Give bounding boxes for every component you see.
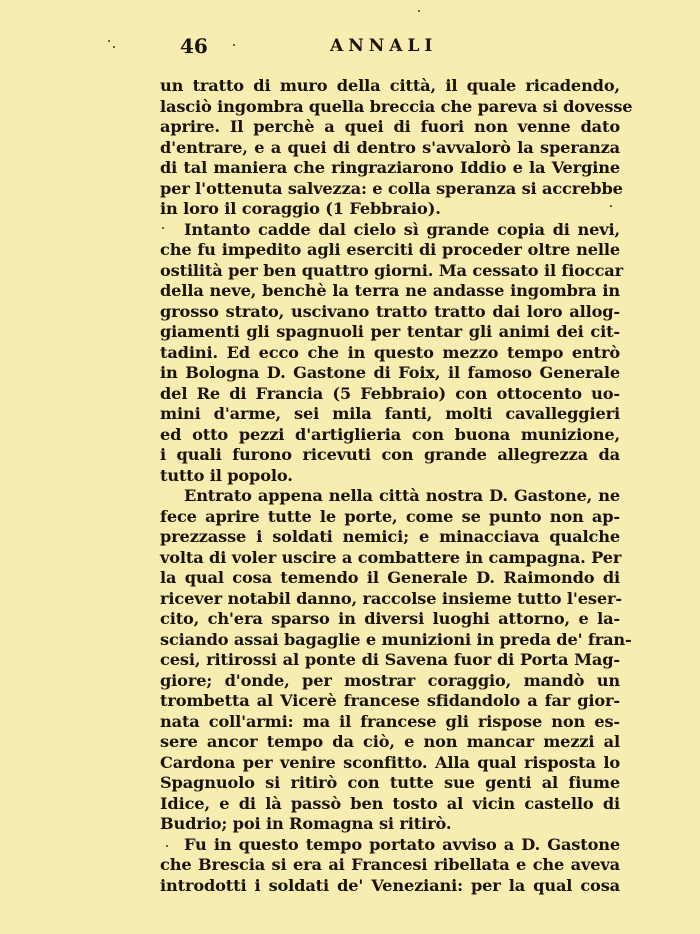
text-line: giore; d'onde, per mostrar coraggio, mandò un (160, 670, 620, 690)
scan-speck (610, 205, 612, 207)
body-text (160, 76, 633, 896)
text-line: aprire. Il perchè a quei di fuori non venne dato (160, 117, 620, 136)
text-line: giamenti gli spagnuoli per tentar gli animi dei cit- (160, 322, 620, 341)
text-line: Budrio; poi in Romagna si ritirò. (160, 814, 452, 833)
text-line: sere ancor tempo da ciò, e non mancar mezzi al (160, 732, 620, 751)
scan-speck (113, 46, 115, 48)
text-line: d'entrare, e a quei di dentro s'avvalorò la speranza (160, 137, 620, 157)
scan-speck (166, 845, 168, 847)
text-line: un tratto di muro della città, il quale ricadendo, (160, 76, 620, 95)
text-line: Idice, e di là passò ben tosto al vicin castello di (160, 793, 620, 813)
text-line: volta di voler uscire a combattere in campagna. Per (160, 547, 622, 567)
text-line: tadini. Ed ecco che in questo mezzo tempo entrò (160, 342, 620, 362)
text-line: i quali furono ricevuti con grande allegrezza da (160, 445, 620, 464)
text-line: grosso strato, uscivano tratto tratto dai loro allog- (160, 301, 620, 321)
scan-speck (418, 10, 420, 12)
text-line: per l'ottenuta salvezza: e colla speranza si accrebbe (160, 178, 623, 198)
text-line: che Brescia si era ai Francesi ribellata e che aveva (160, 855, 620, 874)
text-line: cesi, ritirossi al ponte di Savena fuor di Porta Mag- (160, 650, 620, 669)
text-line: prezzasse i soldati nemici; e minacciava qualche (160, 527, 620, 546)
text-line: fece aprire tutte le porte, come se punto non ap- (160, 506, 620, 526)
scan-speck (108, 40, 110, 42)
text-line: cito, ch'era sparso in diversi luoghi attorno, e la- (160, 609, 620, 628)
text-line: la qual cosa temendo il Generale D. Raimondo di (160, 568, 620, 587)
page-number: 46 (180, 34, 208, 58)
running-head: ANNALI (330, 36, 438, 56)
text-line: nata coll'armi: ma il francese gli rispose non es- (160, 711, 620, 731)
scan-speck (233, 44, 235, 46)
page-header (160, 34, 620, 60)
paragraph-start-line: Fu in questo tempo portato avviso a D. Gastone (184, 834, 620, 854)
text-line: Spagnuolo si ritirò con tutte sue genti al fiume (160, 773, 620, 792)
text-line: della neve, benchè la terra ne andasse ingombra in (160, 281, 620, 300)
text-line: ed otto pezzi d'artiglieria con buona munizione, (160, 424, 620, 444)
text-line: in loro il coraggio (1 Febbraio). (160, 199, 441, 218)
text-line: in Bologna D. Gastone di Foix, il famoso Generale (160, 363, 620, 382)
text-line: mini d'arme, sei mila fanti, molti cavalleggieri (160, 404, 620, 423)
text-line: Cardona per venire sconfitto. Alla qual risposta lo (160, 752, 620, 772)
scan-speck (162, 227, 164, 229)
paragraph-start-line: Entrato appena nella città nostra D. Gastone, ne (184, 486, 620, 505)
text-line: introdotti i soldati de' Veneziani: per la qual cosa (160, 875, 620, 895)
text-line: che fu impedito agli eserciti di proceder oltre nelle (160, 240, 620, 259)
text-line: lasciò ingombra quella breccia che pareva si dovesse (160, 96, 633, 116)
text-line: tutto il popolo. (160, 465, 293, 485)
paragraph-start-line: Intanto cadde dal cielo sì grande copia di nevi, (184, 219, 620, 239)
text-line: del Re di Francia (5 Febbraio) con ottocento uo- (160, 383, 620, 403)
text-line: trombetta al Vicerè francese sfidandolo a far gior- (160, 691, 620, 710)
text-line: di tal maniera che ringraziarono Iddio e la Vergine (160, 158, 620, 177)
text-line: sciando assai bagaglie e munizioni in preda de' fran- (160, 629, 632, 649)
text-line: ostilità per ben quattro giorni. Ma cessato il fioccar (160, 260, 624, 280)
text-line: ricever notabil danno, raccolse insieme tutto l'eser- (160, 588, 622, 608)
